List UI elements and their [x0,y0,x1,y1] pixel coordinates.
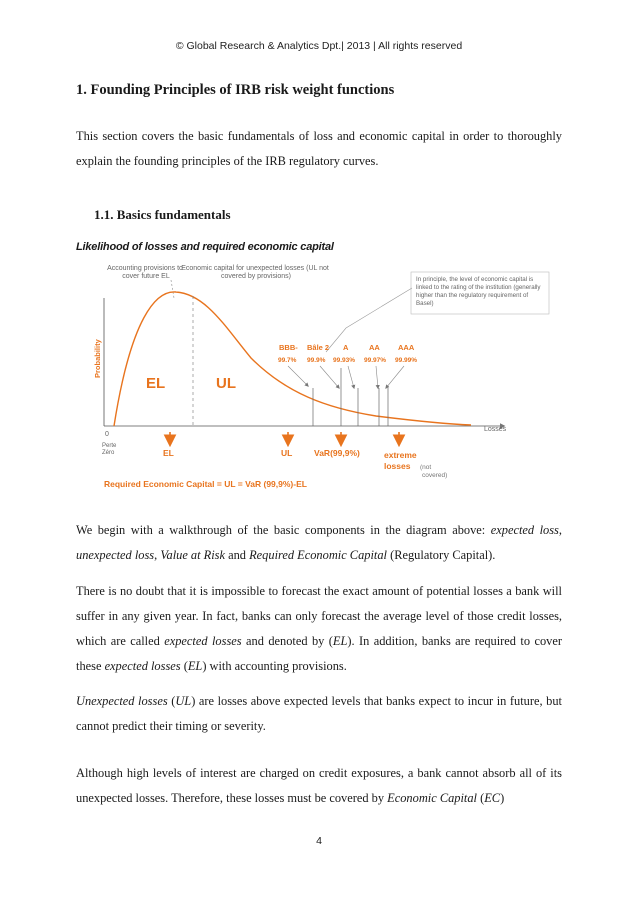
paragraph-3: Unexpected losses (UL) are losses above expected levels that banks expect to incur in future, but cannot predict their timing or severity. [76,694,562,733]
section-title: 1. Founding Principles of IRB risk weight functions [76,82,395,98]
note-capital: Economic capital for unexpected losses (UL not covered by provisions) [181,265,329,280]
rating-aaa: AAA [398,343,415,352]
subsection-title: 1.1. Basics fundamentals [94,207,231,222]
page-header: © Global Research & Analytics Dpt.| 2013 | All rights reserved [175,40,463,52]
paragraph-4: Although high levels of interest are charged on credit exposures, a bank cannot absorb all of its unexpected losses. Therefore, these losses must be covered by Economic Capital (EC) [76,766,562,805]
rating-aa: AA [369,343,380,352]
extreme-losses-label: extreme losses [384,450,417,471]
rating-aa-pct: 99.97% [364,357,387,364]
note-accounting: Accounting provisions to cover future EL [107,265,183,280]
paragraph-1: We begin with a walkthrough of the basic components in the diagram above: expected loss, unexpected loss, Value at Risk and Required Economic Capital (Regulatory Capital). [76,523,562,562]
rating-aaa-pct: 99.99% [395,357,418,364]
not-covered-label: (not covered) [420,464,448,479]
paragraph-2: There is no doubt that it is impossible to forecast the exact amount of potential losses a bank will suffer in any given year. In fact, banks can only forecast the average level of those credit losses, which are called expected losses and denoted by (EL). In addition, banks are required to cover these expected losses (EL) with accounting provisions. [76,584,562,673]
perte-zero-label: Perte Zéro [102,443,117,456]
rating-bale2-pct: 99.9% [307,357,326,364]
rating-labels [278,343,417,364]
bottom-el-label: EL [163,448,174,458]
rating-a: A [343,343,349,352]
page-number: 4 [316,835,322,847]
formula-label: Required Economic Capital = UL = VaR (99,9%)-EL [104,479,307,489]
loss-distribution-diagram [86,258,556,493]
bottom-ul-label: UL [281,448,293,458]
region-ul-label: UL [216,375,236,392]
note-rating: In principle, the level of economic capital is linked to the rating of the institution (generally higher than the regulatory requirement of Basel) [416,276,541,307]
bottom-var-label: VaR(99,9%) [314,448,360,458]
rating-bbb-pct: 99.7% [278,357,297,364]
y-axis-label: Probability [93,339,102,378]
intro-paragraph: This section covers the basic fundamentals of loss and economic capital in order to thoroughly explain the founding principles of the IRB regulatory curves. [76,129,562,168]
rating-a-pct: 99.93% [333,357,356,364]
zero-label: 0 [105,431,109,438]
figure-caption: Likelihood of losses and required economic capital [76,241,334,253]
region-el-label: EL [146,375,166,392]
x-axis-label: Losses [484,426,507,433]
rating-bale2: Bâle 2 [307,343,330,352]
rating-bbb: BBB- [279,343,298,352]
